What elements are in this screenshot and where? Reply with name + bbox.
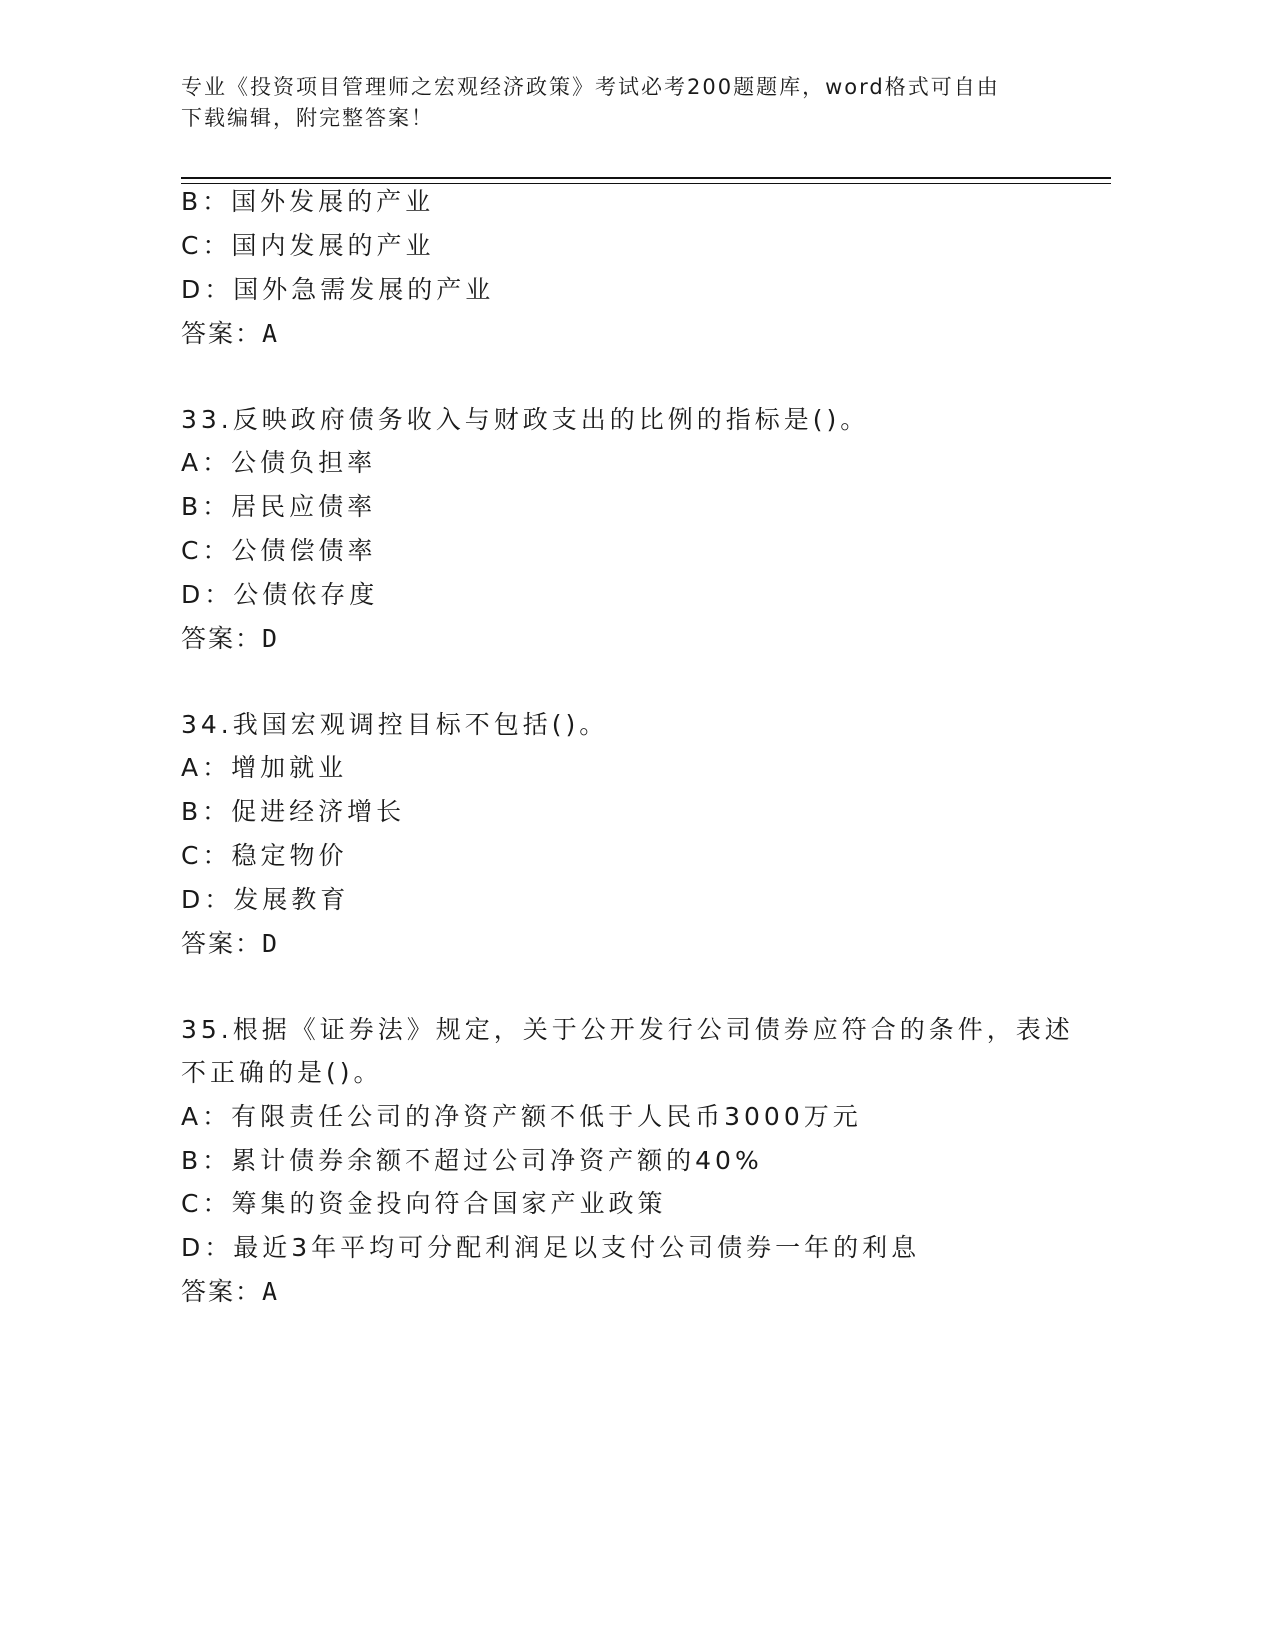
q35-answer: 答案：A (181, 1277, 280, 1306)
q34-option-c: C：稳定物价 (181, 841, 348, 870)
prev-answer: 答案：A (181, 319, 280, 348)
header-divider-thick (181, 177, 1111, 179)
q34-option-b: B：促进经济增长 (181, 797, 406, 826)
q33-option-c: C：公债偿债率 (181, 536, 377, 565)
q33-stem: 33.反映政府债务收入与财政支出的比例的指标是()。 (181, 405, 870, 434)
q35-option-b: B：累计债券余额不超过公司净资产额的40% (181, 1146, 763, 1175)
q33-option-b: B：居民应债率 (181, 492, 377, 521)
q34-option-d: D：发展教育 (181, 885, 350, 914)
prev-option-c: C：国内发展的产业 (181, 231, 435, 260)
q34-stem: 34.我国宏观调控目标不包括()。 (181, 710, 609, 739)
q35-stem-line-2: 不正确的是()。 (181, 1058, 383, 1087)
q35-option-d: D：最近3年平均可分配利润足以支付公司债券一年的利息 (181, 1233, 921, 1262)
q34-answer: 答案：D (181, 929, 280, 958)
prev-option-d: D：国外急需发展的产业 (181, 275, 495, 304)
q35-option-c: C：筹集的资金投向符合国家产业政策 (181, 1189, 667, 1218)
q35-stem-line-1: 35.根据《证券法》规定，关于公开发行公司债券应符合的条件，表述 (181, 1015, 1074, 1044)
header-line-2: 下载编辑，附完整答案！ (181, 106, 434, 130)
q33-answer: 答案：D (181, 624, 280, 653)
q33-option-d: D：公债依存度 (181, 580, 379, 609)
header-line-1: 专业《投资项目管理师之宏观经济政策》考试必考200题题库，word格式可自由 (181, 75, 1000, 99)
prev-option-b: B：国外发展的产业 (181, 187, 435, 216)
q33-option-a: A：公债负担率 (181, 448, 377, 477)
document-header (181, 72, 1061, 134)
header-divider-thin (181, 183, 1111, 184)
q34-option-a: A：增加就业 (181, 753, 348, 782)
q35-option-a: A：有限责任公司的净资产额不低于人民币3000万元 (181, 1102, 862, 1131)
